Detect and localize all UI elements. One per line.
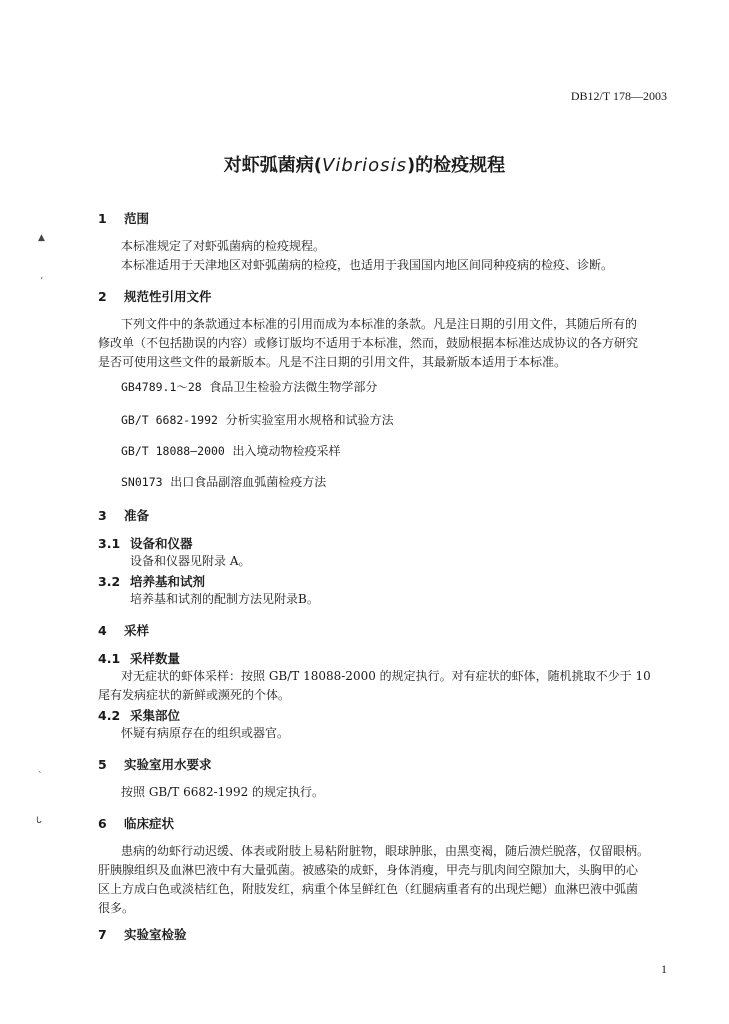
section-2-text: 是否可使用这些文件的最新版本。凡是不注日期的引用文件，其最新版本适用于本标准。: [98, 355, 567, 369]
section-6-heading: 6 临床症状: [98, 816, 175, 831]
title-latin-name: Vibriosis: [322, 155, 407, 176]
reference-item: GB4789.1～28 食品卫生检验方法微生物学部分: [121, 380, 378, 394]
subsection-3-2-text: 培养基和试剂的配制方法见附录B。: [130, 592, 319, 606]
section-6-text: 很多。: [98, 901, 135, 915]
document-number: DB12/T 178—2003: [570, 89, 667, 103]
section-2-text: 修改单（不包括勘误的内容）或修订版均不适用于本标准，然而，鼓励根据本标准达成协议的各方研究: [98, 336, 639, 350]
page-number: 1: [661, 962, 667, 976]
section-4-heading: 4 采样: [98, 623, 150, 638]
reference-item: GB/T 6682-1992 分析实验室用水规格和试验方法: [121, 413, 394, 427]
section-5-text: 按照 GB/T 6682-1992 的规定执行。: [121, 785, 325, 799]
section-1-text: 本标准适用于天津地区对虾弧菌病的检疫，也适用于我国国内地区间同种疫病的检疫、诊断。: [121, 258, 614, 272]
scan-mark: ˋ: [38, 772, 43, 782]
title-suffix: )的检疫规程: [406, 155, 506, 176]
section-6-text: 患病的幼虾行动迟缓、体表或附肢上易粘附脏物，眼球肿胀，由黑变褐，随后溃烂脱落，仅留眼柄。: [121, 844, 650, 858]
title-prefix: 对虾弧菌病(: [223, 155, 323, 176]
subsection-4-2-text: 怀疑有病原存在的组织或器官。: [121, 726, 290, 740]
scan-mark: ▲: [38, 233, 45, 243]
subsection-3-1-heading: 3.1 设备和仪器: [98, 536, 193, 551]
reference-item: GB/T 18088—2000 出入境动物检疫采样: [121, 444, 341, 458]
subsection-3-1-text: 设备和仪器见附录 A。: [130, 554, 251, 568]
section-2-text: 下列文件中的条款通过本标准的引用而成为本标准的条款。凡是注日期的引用文件，其随后所有的: [121, 317, 638, 331]
section-3-heading: 3 准备: [98, 508, 150, 523]
section-2-heading: 2 规范性引用文件: [98, 289, 212, 304]
scan-mark: ʼ: [40, 277, 43, 287]
section-6-text: 肝胰腺组织及血淋巴液中有大量弧菌。被感染的成虾，身体消瘦，甲壳与肌肉间空隙加大，头胸甲的心: [98, 863, 639, 877]
reference-item: SN0173 出口食品副溶血弧菌检疫方法: [121, 475, 327, 489]
section-1-text: 本标准规定了对虾弧菌病的检疫规程。: [121, 239, 326, 253]
subsection-4-1-heading: 4.1 采样数量: [98, 651, 181, 666]
section-7-heading: 7 实验室检验: [98, 927, 187, 942]
document-title: [0, 151, 729, 177]
subsection-4-1-text: 对无症状的虾体采样：按照 GB/T 18088-2000 的规定执行。对有症状的虾体，随机挑取不少于 10: [121, 669, 651, 683]
scan-mark: ᒐ: [36, 816, 42, 826]
section-5-heading: 5 实验室用水要求: [98, 757, 212, 772]
section-1-heading: 1 范围: [98, 211, 150, 226]
subsection-4-2-heading: 4.2 采集部位: [98, 708, 181, 723]
subsection-4-1-text: 尾有发病症状的新鲜或濒死的个体。: [98, 688, 291, 702]
subsection-3-2-heading: 3.2 培养基和试剂: [98, 574, 206, 589]
section-6-text: 区上方成白色或淡桔红色，附肢发红，病重个体呈鲜红色（红腿病重者有的出现烂鳃）血淋巴液中弧菌: [98, 882, 639, 896]
